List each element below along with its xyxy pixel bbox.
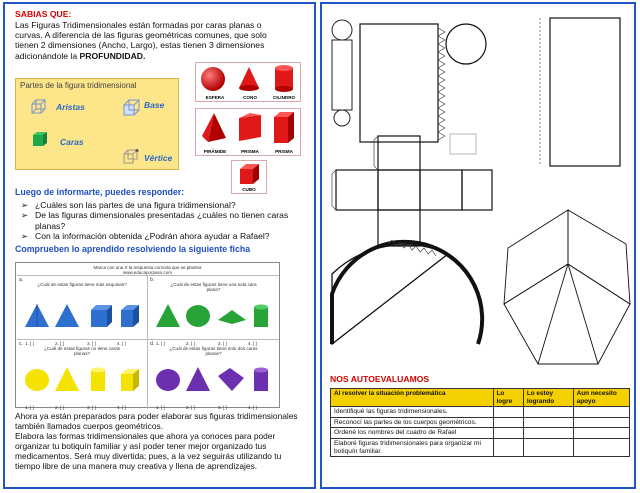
- col-header-situacion: Al resolver la situación problemática: [331, 389, 494, 407]
- shape-label-prisma-1: PRISMA: [241, 149, 259, 154]
- closing-line-2: también llamados cuerpos geométricos.: [15, 420, 164, 431]
- worksheet-question-d: [148, 339, 279, 409]
- worksheet-question-a: [17, 275, 148, 345]
- option-c-2[interactable]: 2. [ ]: [55, 405, 64, 410]
- closing-line-6: tiempo libre de una manera muy creativa y llena de aprendizajes.: [15, 460, 258, 471]
- shape-card-cube: [231, 160, 267, 194]
- shape-label-cono: CONO: [243, 95, 257, 100]
- check-cell[interactable]: [573, 428, 629, 439]
- cube-icon: [238, 163, 262, 185]
- worksheet-header: [16, 265, 279, 275]
- option-b-3[interactable]: 3. [ ]: [218, 341, 227, 346]
- option-c-4[interactable]: 4. [ ]: [117, 405, 126, 410]
- q-letter-b: b.: [150, 277, 155, 283]
- option-d-2[interactable]: 2. [ ]: [186, 405, 195, 410]
- col-header-apoyo: Aun necesito apoyo: [573, 389, 629, 407]
- option-a-3[interactable]: 3. [ ]: [87, 341, 96, 346]
- self-eval-header-row: [331, 389, 630, 407]
- question-item: [21, 200, 313, 210]
- pyramid-icon: [200, 112, 228, 144]
- check-heading: Comprueben lo aprendido resolviendo la siguiente ficha: [15, 244, 251, 254]
- option-b-2[interactable]: 2. [ ]: [186, 341, 195, 346]
- label-vertice: Vértice: [144, 153, 173, 163]
- option-b-4[interactable]: 4. [ ]: [248, 341, 257, 346]
- check-cell[interactable]: [523, 428, 573, 439]
- worksheet-question-b: [148, 275, 279, 345]
- options-d-icon: [154, 364, 274, 394]
- q-text-c: ¿Cuál de estas figuras no tiene caras planas?: [43, 346, 121, 357]
- q-text-b: ¿Cuál de estas figuras tiene una sola cara plana?: [170, 282, 257, 293]
- shape-label-cilindro: CILINDRO: [272, 95, 296, 100]
- criterion-cell: Elaboré figuras tridimensionales para organizar mi botiquín familiar.: [331, 438, 494, 456]
- option-a-1[interactable]: 1. [ ]: [25, 341, 34, 346]
- closing-line-4: organizar tu botiquín familiar y así poder tener mejor organizado tus: [15, 440, 267, 451]
- check-cell[interactable]: [573, 407, 629, 418]
- triangular-prism-icon: [236, 112, 264, 144]
- cylinder-icon: [272, 65, 296, 93]
- arrow-bullet-icon: ➢: [21, 231, 29, 242]
- q-letter-a: a.: [19, 277, 24, 283]
- q-letter-c: c.: [19, 341, 23, 347]
- check-cell[interactable]: [573, 417, 629, 428]
- options-b-icon: [154, 302, 274, 330]
- check-cell[interactable]: [573, 438, 629, 456]
- shapes-group-prisms: [195, 108, 301, 156]
- intro-line-3: tienen 2 dimensiones (Ancho, Largo), estas tienen 3 dimensiones: [15, 40, 265, 51]
- criterion-cell: Ordené los nombres del cuadro de Rafael: [331, 428, 494, 439]
- closing-line-3: Elabora las formas tridimensionales que ahora ya conoces para poder: [15, 430, 276, 441]
- sphere-icon: [200, 66, 226, 92]
- intro-line-2: curvas. A diferencia de las figuras geométricas comunes, que solo: [15, 30, 267, 41]
- question-text-1: ¿Cuáles son las partes de una figura tridimensional?: [35, 200, 236, 210]
- closing-line-5: medicamentos. Será muy divertida; pues, a la vez seguirás utilizando tu: [15, 450, 282, 461]
- label-caras: Caras: [60, 137, 84, 147]
- question-list: [21, 200, 313, 242]
- green-cube-icon: [32, 131, 48, 147]
- options-a-icon: [23, 302, 143, 330]
- q-text-a: ¿Cuál de estas figuras tiene más esquinas?: [37, 282, 127, 287]
- closing-paragraph: [15, 412, 315, 471]
- option-d-1[interactable]: 1. [ ]: [156, 405, 165, 410]
- parts-of-3d-figure-box: [15, 78, 179, 170]
- check-cell[interactable]: [523, 438, 573, 456]
- table-row: [331, 428, 630, 439]
- option-b-1[interactable]: 1. [ ]: [156, 341, 165, 346]
- respond-heading: Luego de informarte, puedes responder:: [15, 187, 185, 197]
- shape-label-piramide: PIRÁMIDE: [203, 149, 227, 154]
- table-row: [331, 417, 630, 428]
- intro-line-4-text: adicionándole la: [15, 50, 80, 61]
- intro-line-1: Las Figuras Tridimensionales están formadas por caras planas o: [15, 20, 262, 30]
- criterion-cell: Reconocí las partes de los cuerpos geométricos.: [331, 417, 494, 428]
- closing-line-1: Ahora ya están preparados para poder elaborar sus figuras tridimensionales: [15, 411, 298, 421]
- worksheet: [15, 262, 280, 408]
- vertex-cube-icon: [122, 149, 140, 165]
- criterion-cell: Identifiqué las figuras tridimensionales.: [331, 407, 494, 418]
- right-panel: [320, 2, 636, 489]
- shape-label-esfera: ESFERA: [205, 95, 225, 100]
- wireframe-cube-icon: [30, 99, 48, 115]
- option-a-4[interactable]: 4. [ ]: [117, 341, 126, 346]
- worksheet-header-sub: www.educaporpaso.com: [122, 270, 173, 275]
- arrow-bullet-icon: ➢: [21, 200, 29, 210]
- parts-box-title: Partes de la figura tridimensional: [20, 81, 137, 90]
- option-c-1[interactable]: 1. [ ]: [25, 405, 34, 410]
- q-text-d: ¿Cuál de estas figuras tiene solo dos caras planas?: [169, 346, 258, 357]
- question-item: [21, 231, 313, 241]
- col-header-lo-logre: Lo logre: [493, 389, 523, 407]
- intro-line-4: [15, 51, 315, 61]
- check-cell[interactable]: [523, 407, 573, 418]
- options-c-icon: [23, 364, 143, 394]
- rectangular-prism-icon: [272, 111, 298, 145]
- pyramid-net-icon: [498, 204, 634, 372]
- arrow-bullet-icon: ➢: [21, 210, 29, 221]
- shape-label-prisma-2: PRISMA: [275, 149, 293, 154]
- option-c-3[interactable]: 3. [ ]: [87, 405, 96, 410]
- option-a-2[interactable]: 2. [ ]: [55, 341, 64, 346]
- col-header-logrando: Lo estoy logrando: [523, 389, 573, 407]
- question-text-3: Con la información obtenida ¿Podrán ahora ayudar a Rafael?: [35, 231, 270, 242]
- option-d-4[interactable]: 4. [ ]: [248, 405, 257, 410]
- cone-icon: [236, 66, 262, 92]
- intro-paragraph: [15, 20, 315, 61]
- check-cell[interactable]: [493, 407, 523, 418]
- check-cell[interactable]: [523, 417, 573, 428]
- label-aristas: Aristas: [56, 102, 85, 112]
- worksheet-header-text: Marca con una X la respuesta correcta que se plantea: [93, 265, 202, 270]
- section-title: SABIAS QUE:: [15, 9, 72, 19]
- label-base: Base: [144, 100, 165, 110]
- shape-label-cubo: CUBO: [242, 187, 256, 192]
- table-row: [331, 407, 630, 418]
- self-eval-table: [330, 388, 630, 457]
- check-cell[interactable]: [493, 428, 523, 439]
- check-cell[interactable]: [493, 417, 523, 428]
- q-letter-d: d.: [150, 341, 155, 347]
- worksheet-question-c: [17, 339, 148, 409]
- intro-bold-word: PROFUNDIDAD.: [79, 50, 146, 61]
- check-cell[interactable]: [493, 438, 523, 456]
- left-panel: [3, 2, 316, 489]
- question-item: [21, 210, 313, 231]
- question-text-2: De las figuras dimensionales presentadas ¿cuáles no tienen caras planas?: [35, 210, 289, 231]
- base-cube-icon: [122, 99, 142, 117]
- self-eval-title: NOS AUTOEVALUAMOS: [330, 374, 430, 384]
- table-row: [331, 438, 630, 456]
- option-d-3[interactable]: 3. [ ]: [218, 405, 227, 410]
- cone-net-icon: [328, 194, 488, 354]
- shapes-group-round: [195, 62, 301, 102]
